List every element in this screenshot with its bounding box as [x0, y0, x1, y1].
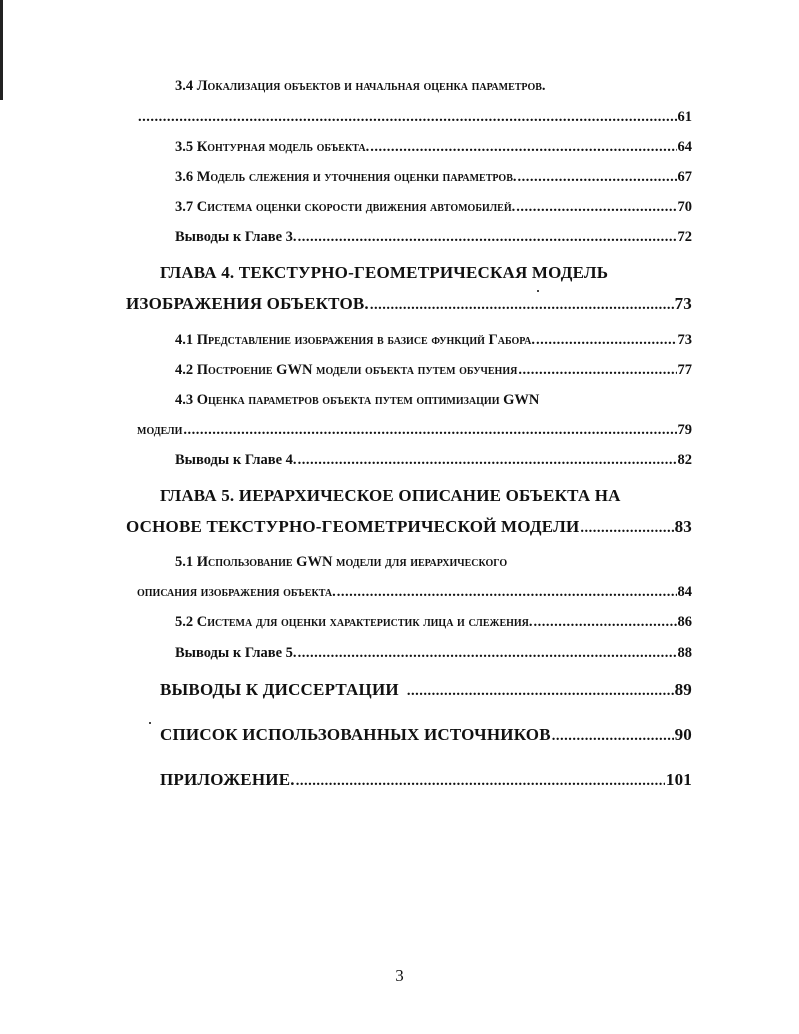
toc-appendix[interactable] [160, 770, 692, 790]
leader-dots [518, 362, 676, 379]
scan-speck [537, 290, 539, 292]
toc-references[interactable] [160, 725, 692, 745]
toc-chapter-5-cont[interactable] [126, 517, 692, 537]
toc-entry-3-6[interactable] [175, 169, 692, 186]
toc-entry-3-5[interactable] [175, 139, 692, 156]
leader-dots [138, 109, 677, 126]
toc-entry-page: 64 [677, 139, 692, 155]
leader-dots [407, 683, 674, 700]
scan-edge-line [0, 0, 3, 100]
toc-entry-4-3[interactable] [175, 392, 539, 409]
toc-entry-3-4-cont[interactable] [137, 109, 692, 126]
toc-entry-page: 86 [677, 614, 692, 630]
leader-dots [183, 422, 676, 439]
leader-dots [516, 199, 676, 216]
toc-entry-title: модели [137, 422, 183, 438]
toc-chapter-title: ПРИЛОЖЕНИЕ. [160, 770, 295, 789]
toc-entry-title: Выводы к Главе 5. [175, 645, 297, 661]
toc-entry-page: 84 [677, 584, 692, 600]
leader-dots [536, 332, 677, 349]
toc-entry-title: Выводы к Главе 3. [175, 229, 297, 245]
toc-entry-title: описания изображения объекта. [137, 584, 336, 600]
toc-entry-page: 89 [674, 680, 692, 699]
toc-entry-page: 79 [677, 422, 692, 438]
toc-entry-title: 5.1 Использование GWN модели для иерархического [175, 554, 508, 570]
leader-dots [298, 452, 677, 469]
toc-entry-page: 67 [677, 169, 692, 185]
leader-dots [534, 614, 677, 631]
toc-entry-5-2[interactable] [175, 614, 692, 631]
toc-entry-4-3-cont[interactable] [137, 422, 692, 439]
toc-chapter-5[interactable] [160, 486, 621, 506]
toc-entry-page: 82 [677, 452, 692, 468]
toc-dissertation-conclusions[interactable] [160, 680, 692, 700]
toc-entry-page: 61 [677, 109, 692, 125]
toc-chapter-title: ГЛАВА 4. ТЕКСТУРНО-ГЕОМЕТРИЧЕСКАЯ МОДЕЛЬ [160, 263, 609, 282]
toc-entry-3-4[interactable] [175, 78, 546, 95]
leader-dots [298, 645, 677, 662]
toc-entry-page: 70 [677, 199, 692, 215]
leader-dots [370, 297, 674, 314]
toc-entry-page: 73 [674, 294, 692, 313]
toc-chapter-title: ИЗОБРАЖЕНИЯ ОБЪЕКТОВ. [126, 294, 369, 313]
toc-entry-title: 4.2 Построение GWN модели объекта путем обучения [175, 362, 518, 378]
toc-entry-title: 3.7 Система оценки скорости движения автомобилей. [175, 199, 516, 215]
toc-entry-title: 3.4 Локализация объектов и начальная оценка параметров. [175, 78, 546, 94]
toc-entry-page: 77 [677, 362, 692, 378]
toc-chapter-4-cont[interactable] [126, 294, 692, 314]
leader-dots [580, 520, 673, 537]
toc-entry-5-1-cont[interactable] [137, 584, 692, 601]
toc-entry-title: 3.5 Контурная модель объекта. [175, 139, 370, 155]
leader-dots [552, 728, 674, 745]
toc-chapter-title: СПИСОК ИСПОЛЬЗОВАННЫХ ИСТОЧНИКОВ [160, 725, 551, 744]
leader-dots [370, 139, 676, 156]
toc-entry-title: 4.1 Представление изображения в базисе функций Габора. [175, 332, 535, 348]
toc-entry-4-2[interactable] [175, 362, 692, 379]
toc-entry-page: 73 [677, 332, 692, 348]
toc-entry-title: 4.3 Оценка параметров объекта путем оптимизации GWN [175, 392, 540, 408]
toc-entry-page: 88 [677, 645, 692, 661]
leader-dots [296, 773, 665, 790]
scan-speck [149, 722, 151, 724]
toc-entry-4-1[interactable] [175, 332, 692, 349]
toc-entry-title: 3.6 Модель слежения и уточнения оценки параметров. [175, 169, 517, 185]
toc-entry-title: 5.2 Система для оценки характеристик лица и слежения. [175, 614, 533, 630]
toc-entry-conclusions-3[interactable] [175, 229, 692, 246]
toc-chapter-title: ОСНОВЕ ТЕКСТУРНО-ГЕОМЕТРИЧЕСКОЙ МОДЕЛИ [126, 517, 580, 536]
toc-entry-page: 72 [677, 229, 692, 245]
toc-chapter-title: ВЫВОДЫ К ДИССЕРТАЦИИ [160, 680, 399, 699]
page-number: 3 [395, 966, 404, 985]
toc-chapter-4[interactable] [160, 263, 608, 283]
toc-entry-page: 90 [674, 725, 692, 744]
toc-chapter-title: ГЛАВА 5. ИЕРАРХИЧЕСКОЕ ОПИСАНИЕ ОБЪЕКТА НА [160, 486, 621, 505]
leader-dots [518, 169, 677, 186]
toc-entry-title: Выводы к Главе 4. [175, 452, 297, 468]
leader-dots [337, 584, 677, 601]
leader-dots [298, 229, 677, 246]
toc-entry-5-1[interactable] [175, 554, 507, 571]
toc-entry-page: 101 [665, 770, 692, 789]
toc-entry-conclusions-4[interactable] [175, 452, 692, 469]
toc-entry-conclusions-5[interactable] [175, 645, 692, 662]
toc-entry-page: 83 [674, 517, 692, 536]
toc-entry-3-7[interactable] [175, 199, 692, 216]
